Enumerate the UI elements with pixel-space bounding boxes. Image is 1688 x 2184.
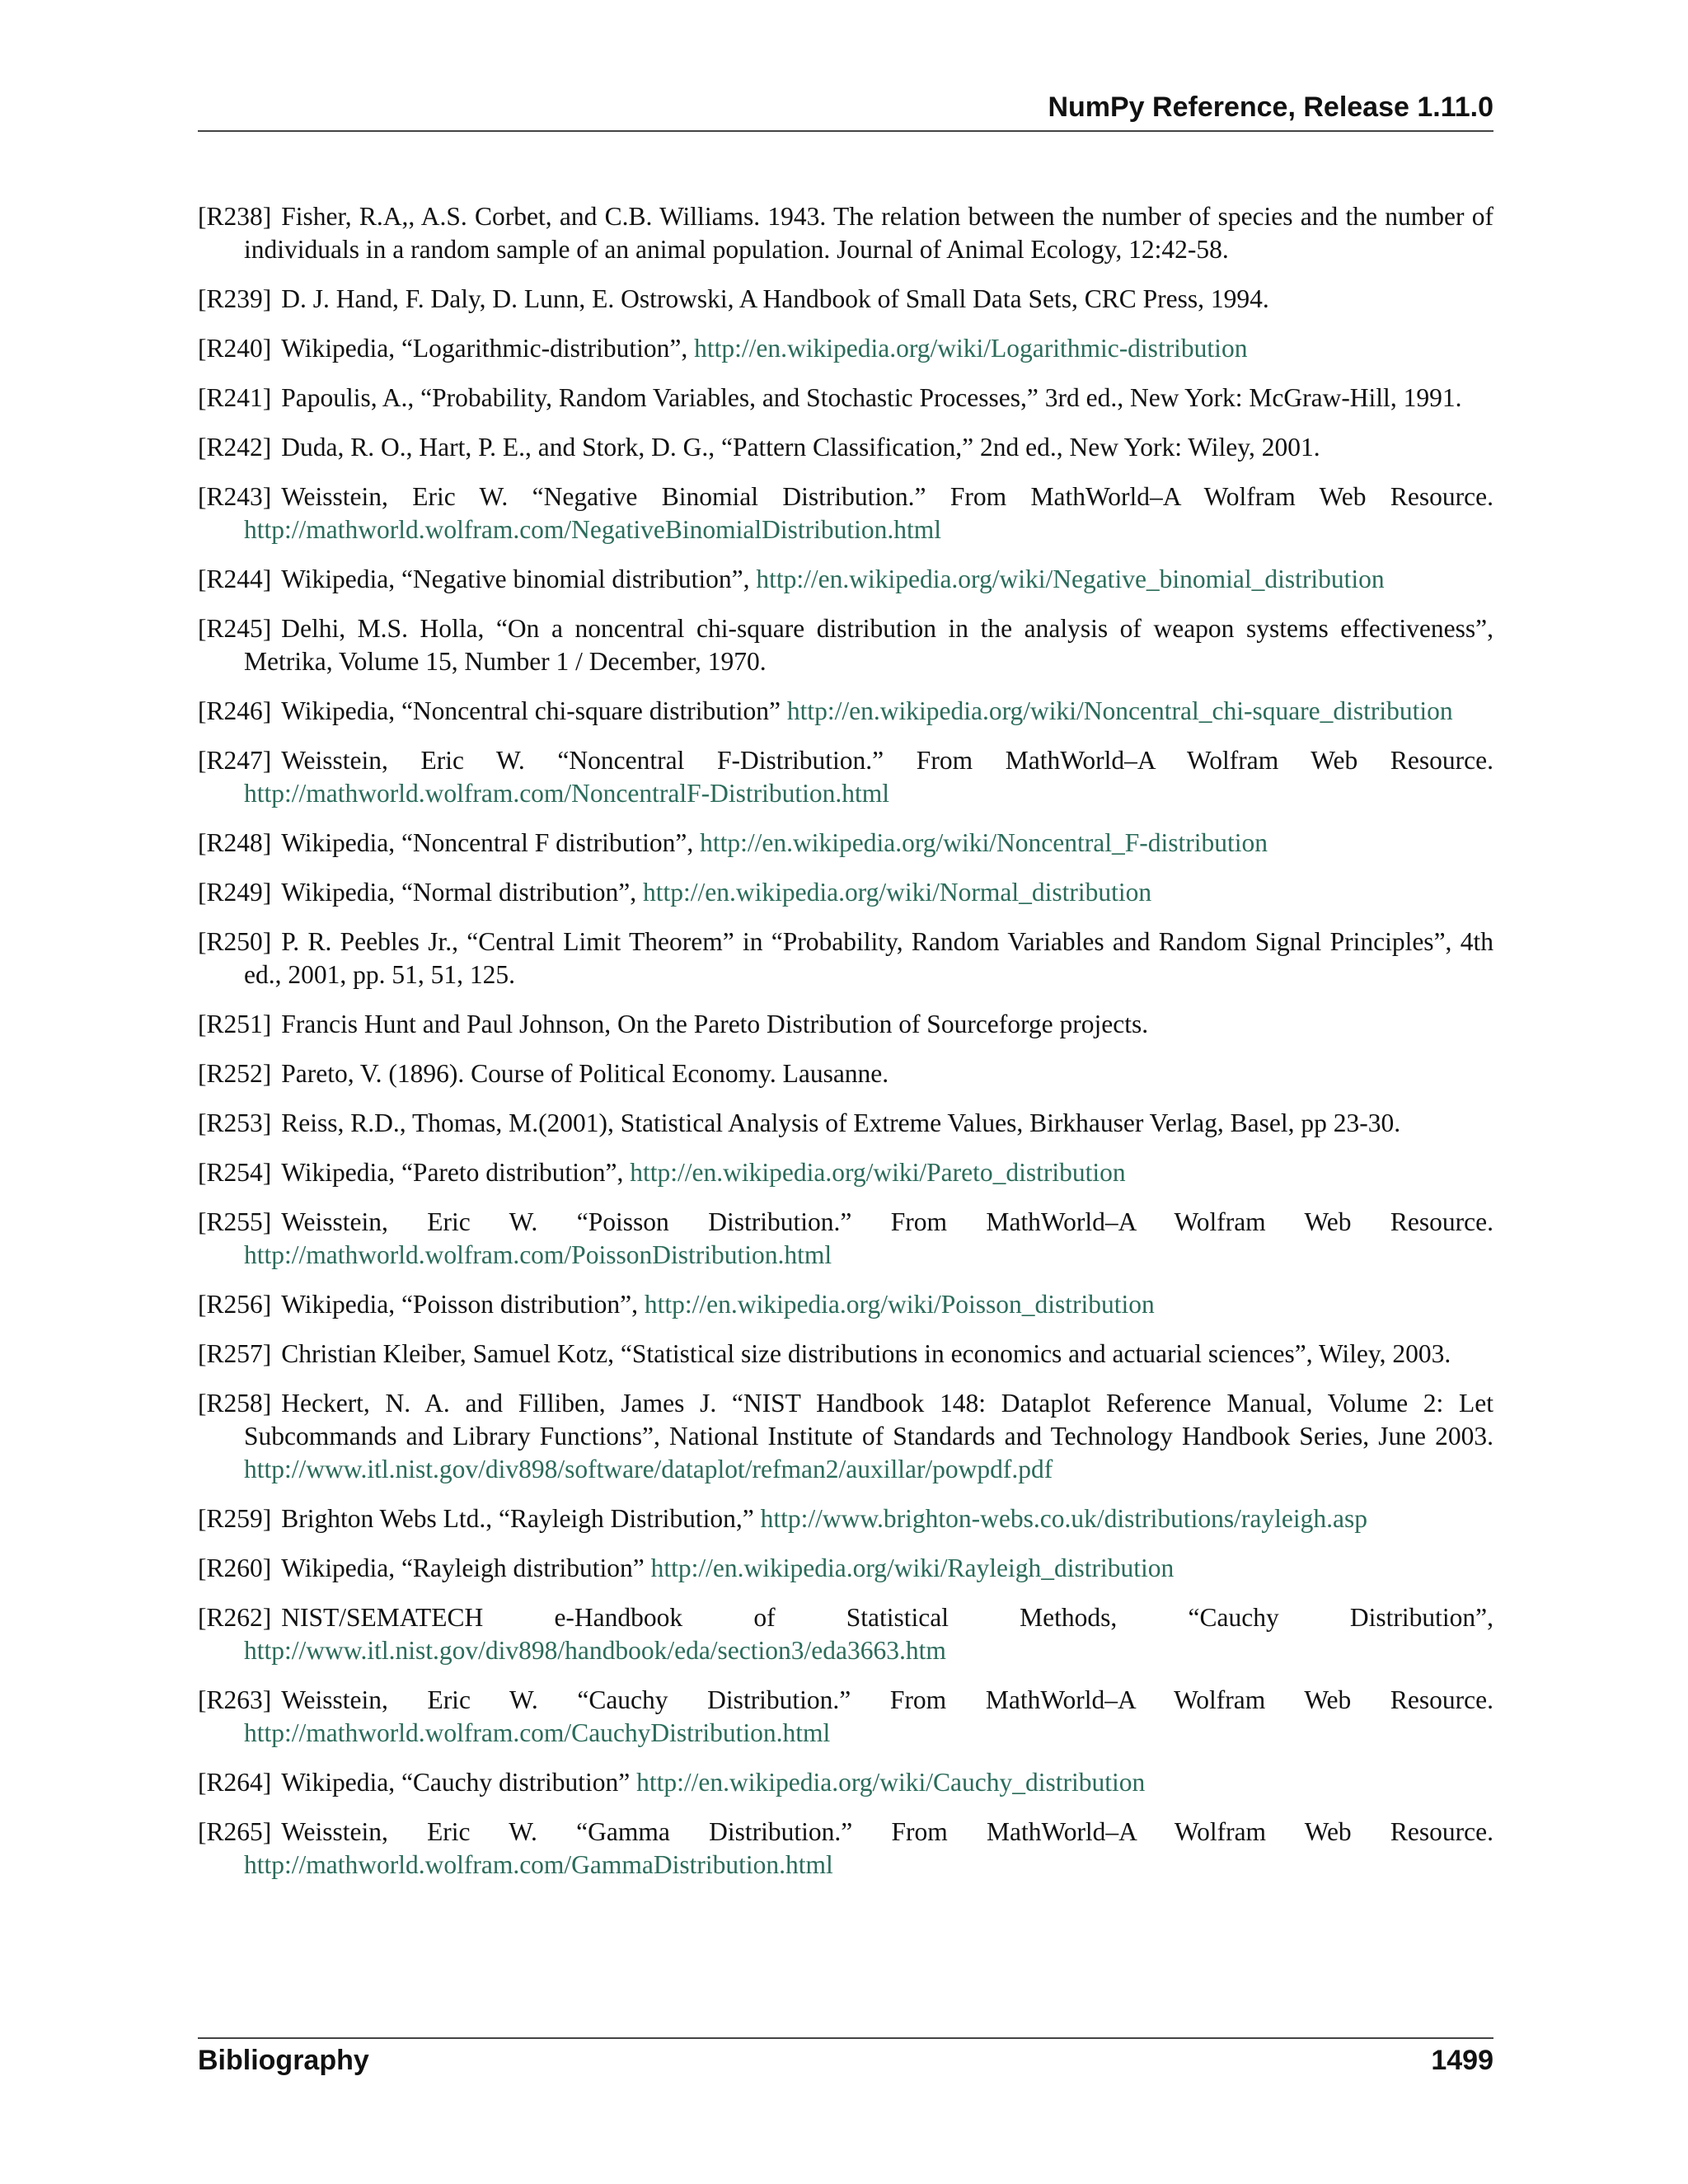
reference-label: [R251] — [198, 1010, 272, 1038]
bibliography-list — [198, 200, 1493, 1898]
reference-label: [R263] — [198, 1685, 272, 1714]
reference-link[interactable]: http://en.wikipedia.org/wiki/Cauchy_distribution — [636, 1768, 1146, 1797]
reference-entry — [198, 926, 1493, 991]
reference-entry — [198, 612, 1493, 678]
reference-text: Christian Kleiber, Samuel Kotz, “Statistical size distributions in economics and actuarial sciences”, Wiley, 2003. — [281, 1339, 1451, 1368]
reference-label: [R240] — [198, 334, 272, 363]
reference-text: Wikipedia, “Logarithmic-distribution”, — [281, 334, 688, 363]
reference-label: [R262] — [198, 1603, 272, 1632]
reference-label: [R259] — [198, 1504, 272, 1533]
reference-text: Wikipedia, “Negative binomial distribution”, — [281, 565, 750, 593]
reference-label: [R244] — [198, 565, 272, 593]
reference-entry — [198, 200, 1493, 266]
reference-label: [R243] — [198, 482, 272, 511]
reference-label: [R239] — [198, 284, 272, 313]
reference-entry — [198, 563, 1493, 596]
reference-entry — [198, 695, 1493, 728]
reference-text: Wikipedia, “Noncentral F distribution”, — [281, 828, 694, 857]
reference-text: Wikipedia, “Normal distribution”, — [281, 878, 637, 907]
reference-text: Wikipedia, “Noncentral chi-square distribution” — [281, 696, 781, 725]
reference-link[interactable]: http://www.brighton-webs.co.uk/distributions/rayleigh.asp — [760, 1504, 1367, 1533]
reference-text: P. R. Peebles Jr., “Central Limit Theorem” in “Probability, Random Variables and Random Signal Principles”, 4th ed., 2001, pp. 51, 51, 125. — [244, 927, 1493, 989]
reference-text: Weisstein, Eric W. “Negative Binomial Distribution.” From MathWorld–A Wolfram Web Resource. — [281, 482, 1493, 511]
reference-link[interactable]: http://en.wikipedia.org/wiki/Normal_distribution — [643, 878, 1152, 907]
reference-label: [R252] — [198, 1059, 272, 1088]
reference-text: Heckert, N. A. and Filliben, James J. “NIST Handbook 148: Dataplot Reference Manual, Volume 2: Let Subcommands and Library Functions”, National Institute of Standards and Technology Handbook Series, June 2003. — [244, 1389, 1493, 1451]
reference-text: Duda, R. O., Hart, P. E., and Stork, D. G., “Pattern Classification,” 2nd ed., New York: Wiley, 2001. — [281, 433, 1320, 462]
reference-text: Papoulis, A., “Probability, Random Variables, and Stochastic Processes,” 3rd ed., New York: McGraw-Hill, 1991. — [281, 383, 1462, 412]
reference-entry — [198, 1206, 1493, 1272]
reference-label: [R249] — [198, 878, 272, 907]
reference-entry — [198, 480, 1493, 546]
reference-text: Weisstein, Eric W. “Cauchy Distribution.” From MathWorld–A Wolfram Web Resource. — [281, 1685, 1493, 1714]
reference-entry — [198, 1008, 1493, 1041]
reference-link[interactable]: http://www.itl.nist.gov/div898/handbook/eda/section3/eda3663.htm — [244, 1636, 946, 1665]
reference-text: Fisher, R.A,, A.S. Corbet, and C.B. Williams. 1943. The relation between the number of species and the number of individuals in a random sample of an animal population. Journal of Animal Ecology, 12:42-58. — [244, 202, 1493, 264]
reference-label: [R238] — [198, 202, 272, 231]
reference-link[interactable]: http://en.wikipedia.org/wiki/Logarithmic-distribution — [694, 334, 1248, 363]
reference-entry — [198, 431, 1493, 464]
page-footer — [198, 2044, 1493, 2077]
reference-entry — [198, 1684, 1493, 1750]
reference-link[interactable]: http://en.wikipedia.org/wiki/Negative_binomial_distribution — [756, 565, 1385, 593]
reference-entry — [198, 1107, 1493, 1140]
reference-entry — [198, 1601, 1493, 1667]
reference-entry — [198, 283, 1493, 316]
reference-entry — [198, 1288, 1493, 1321]
reference-label: [R253] — [198, 1108, 272, 1137]
reference-link[interactable]: http://en.wikipedia.org/wiki/Noncentral_chi-square_distribution — [786, 696, 1453, 725]
reference-label: [R260] — [198, 1554, 272, 1582]
reference-text: Francis Hunt and Paul Johnson, On the Pareto Distribution of Sourceforge projects. — [281, 1010, 1149, 1038]
reference-text: D. J. Hand, F. Daly, D. Lunn, E. Ostrowski, A Handbook of Small Data Sets, CRC Press, 1994. — [281, 284, 1269, 313]
reference-entry — [198, 1057, 1493, 1090]
reference-link[interactable]: http://en.wikipedia.org/wiki/Noncentral_F-distribution — [700, 828, 1268, 857]
reference-link[interactable]: http://mathworld.wolfram.com/GammaDistribution.html — [244, 1850, 833, 1879]
reference-entry — [198, 332, 1493, 365]
reference-label: [R241] — [198, 383, 272, 412]
reference-link[interactable]: http://mathworld.wolfram.com/NoncentralF-Distribution.html — [244, 779, 890, 808]
reference-text: Wikipedia, “Rayleigh distribution” — [281, 1554, 645, 1582]
reference-text: Reiss, R.D., Thomas, M.(2001), Statistical Analysis of Extreme Values, Birkhauser Verlag, Basel, pp 23-30. — [281, 1108, 1401, 1137]
document-title: NumPy Reference, Release 1.11.0 — [1048, 91, 1493, 123]
reference-link[interactable]: http://mathworld.wolfram.com/PoissonDistribution.html — [244, 1240, 832, 1269]
reference-text: Brighton Webs Ltd., “Rayleigh Distribution,” — [281, 1504, 754, 1533]
reference-label: [R245] — [198, 614, 272, 643]
reference-entry — [198, 1338, 1493, 1371]
reference-entry — [198, 1816, 1493, 1882]
reference-link[interactable]: http://en.wikipedia.org/wiki/Rayleigh_distribution — [650, 1554, 1175, 1582]
reference-label: [R256] — [198, 1290, 272, 1319]
reference-text: NIST/SEMATECH e-Handbook of Statistical Methods, “Cauchy Distribution”, — [281, 1603, 1493, 1632]
reference-link[interactable]: http://www.itl.nist.gov/div898/software/dataplot/refman2/auxillar/powpdf.pdf — [244, 1455, 1053, 1483]
reference-link[interactable]: http://en.wikipedia.org/wiki/Pareto_distribution — [630, 1158, 1126, 1187]
reference-link[interactable]: http://mathworld.wolfram.com/CauchyDistribution.html — [244, 1718, 831, 1747]
page-number: 1499 — [1431, 2045, 1493, 2076]
reference-text: Weisstein, Eric W. “Gamma Distribution.” From MathWorld–A Wolfram Web Resource. — [281, 1817, 1493, 1846]
reference-label: [R247] — [198, 746, 272, 775]
reference-entry — [198, 876, 1493, 909]
reference-label: [R246] — [198, 696, 272, 725]
reference-label: [R264] — [198, 1768, 272, 1797]
reference-entry — [198, 382, 1493, 415]
reference-text: Wikipedia, “Pareto distribution”, — [281, 1158, 624, 1187]
reference-label: [R265] — [198, 1817, 272, 1846]
reference-entry — [198, 1766, 1493, 1799]
reference-text: Delhi, M.S. Holla, “On a noncentral chi-square distribution in the analysis of weapon systems effectiveness”, Metrika, Volume 15, Number 1 / December, 1970. — [244, 614, 1493, 676]
reference-entry — [198, 1552, 1493, 1585]
reference-label: [R250] — [198, 927, 272, 956]
reference-label: [R242] — [198, 433, 272, 462]
reference-label: [R257] — [198, 1339, 272, 1368]
footer-divider — [198, 2037, 1493, 2039]
reference-text: Weisstein, Eric W. “Noncentral F-Distribution.” From MathWorld–A Wolfram Web Resource. — [281, 746, 1493, 775]
reference-label: [R254] — [198, 1158, 272, 1187]
reference-entry — [198, 827, 1493, 860]
reference-text: Wikipedia, “Cauchy distribution” — [281, 1768, 631, 1797]
running-header — [198, 91, 1493, 124]
reference-link[interactable]: http://en.wikipedia.org/wiki/Poisson_distribution — [644, 1290, 1155, 1319]
reference-entry — [198, 1156, 1493, 1189]
reference-link[interactable]: http://mathworld.wolfram.com/NegativeBinomialDistribution.html — [244, 515, 942, 544]
reference-label: [R248] — [198, 828, 272, 857]
reference-entry — [198, 1387, 1493, 1486]
reference-entry — [198, 744, 1493, 810]
reference-label: [R255] — [198, 1207, 272, 1236]
reference-label: [R258] — [198, 1389, 272, 1418]
reference-text: Weisstein, Eric W. “Poisson Distribution.” From MathWorld–A Wolfram Web Resource. — [281, 1207, 1493, 1236]
reference-entry — [198, 1502, 1493, 1535]
reference-text: Wikipedia, “Poisson distribution”, — [281, 1290, 638, 1319]
header-divider — [198, 130, 1493, 132]
reference-text: Pareto, V. (1896). Course of Political Economy. Lausanne. — [281, 1059, 889, 1088]
footer-section-name: Bibliography — [198, 2045, 369, 2076]
